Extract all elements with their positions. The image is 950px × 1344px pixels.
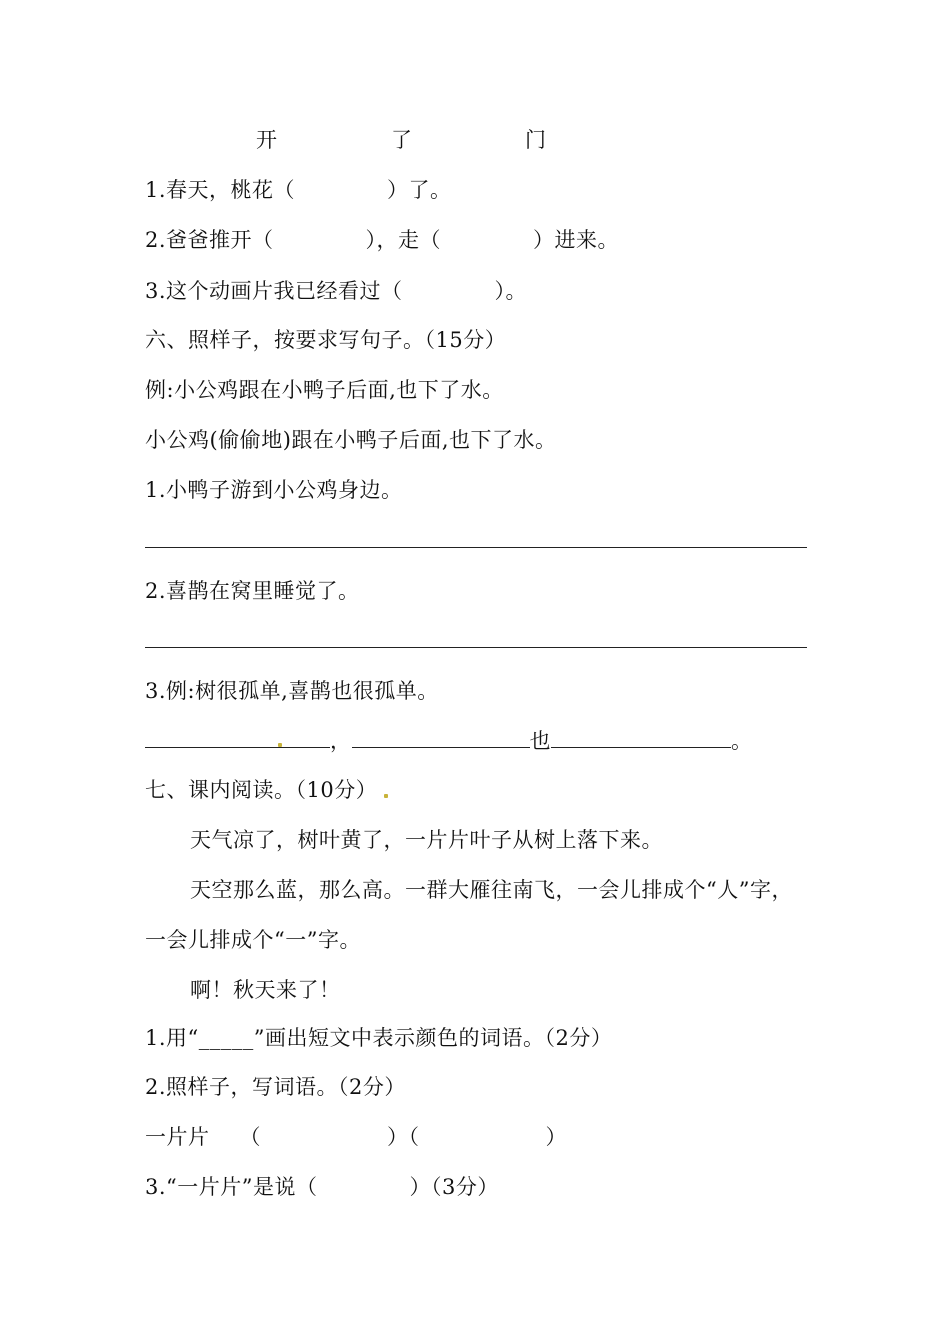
section-6-example: 例:小公鸡跟在小鸭子后面,也下了水。 [145,378,504,402]
section-6-title: 六、照样子，按要求写句子。（15分） [145,328,507,352]
answer-line-2[interactable] [145,647,807,648]
section-7-question-3: 3.“一片片”是说（ ）（3分） [145,1175,499,1199]
section-6-question-3: 3.例:树很孤单,喜鹊也很孤单。 [145,679,439,703]
passage-paragraph-2-line-1: 天空那么蓝，那么高。一群大雁往南飞，一会儿排成个“人”字， [190,878,793,902]
section-7-title: 七、课内阅读。（10分） [145,778,378,802]
header-words [0,126,950,154]
stray-mark [278,743,282,747]
fill-question-1: 1.春天，桃花（ ）了。 [145,178,452,202]
passage-paragraph-2-line-2: 一会儿排成个“一”字。 [145,928,361,952]
section-6-question-2: 2.喜鹊在窝里睡觉了。 [145,579,360,603]
answer-blank[interactable] [145,727,330,748]
section-7-question-1: 1.用“_____”画出短文中表示颜色的词语。（2分） [145,1026,613,1050]
fill-question-3: 3.这个动画片我已经看过（ ）。 [145,279,528,303]
stray-mark [384,794,388,798]
section-7-question-2: 2.照样子，写词语。（2分） [145,1075,406,1099]
section-6-fill-sentence: ， 也 。 [145,727,753,755]
header-word-men: 门 [525,128,547,152]
fill-question-2: 2.爸爸推开（ ），走（ ）进来。 [145,228,620,252]
header-word-le: 了 [391,128,413,152]
answer-blank[interactable] [551,727,731,748]
answer-line-1[interactable] [145,547,807,548]
example-word: 一片片 [145,1125,210,1149]
header-word-kai: 开 [256,128,278,152]
passage-paragraph-3: 啊！秋天来了！ [190,978,341,1002]
section-6-question-1: 1.小鸭子游到小公鸡身边。 [145,478,403,502]
section-7-question-2-answer: 一片片 （ ）（ ） [145,1125,567,1149]
answer-blank[interactable] [352,727,530,748]
section-6-example-answer: 小公鸡(偷偷地)跟在小鸭子后面,也下了水。 [145,428,557,452]
passage-paragraph-1: 天气凉了，树叶黄了，一片片叶子从树上落下来。 [190,828,663,852]
